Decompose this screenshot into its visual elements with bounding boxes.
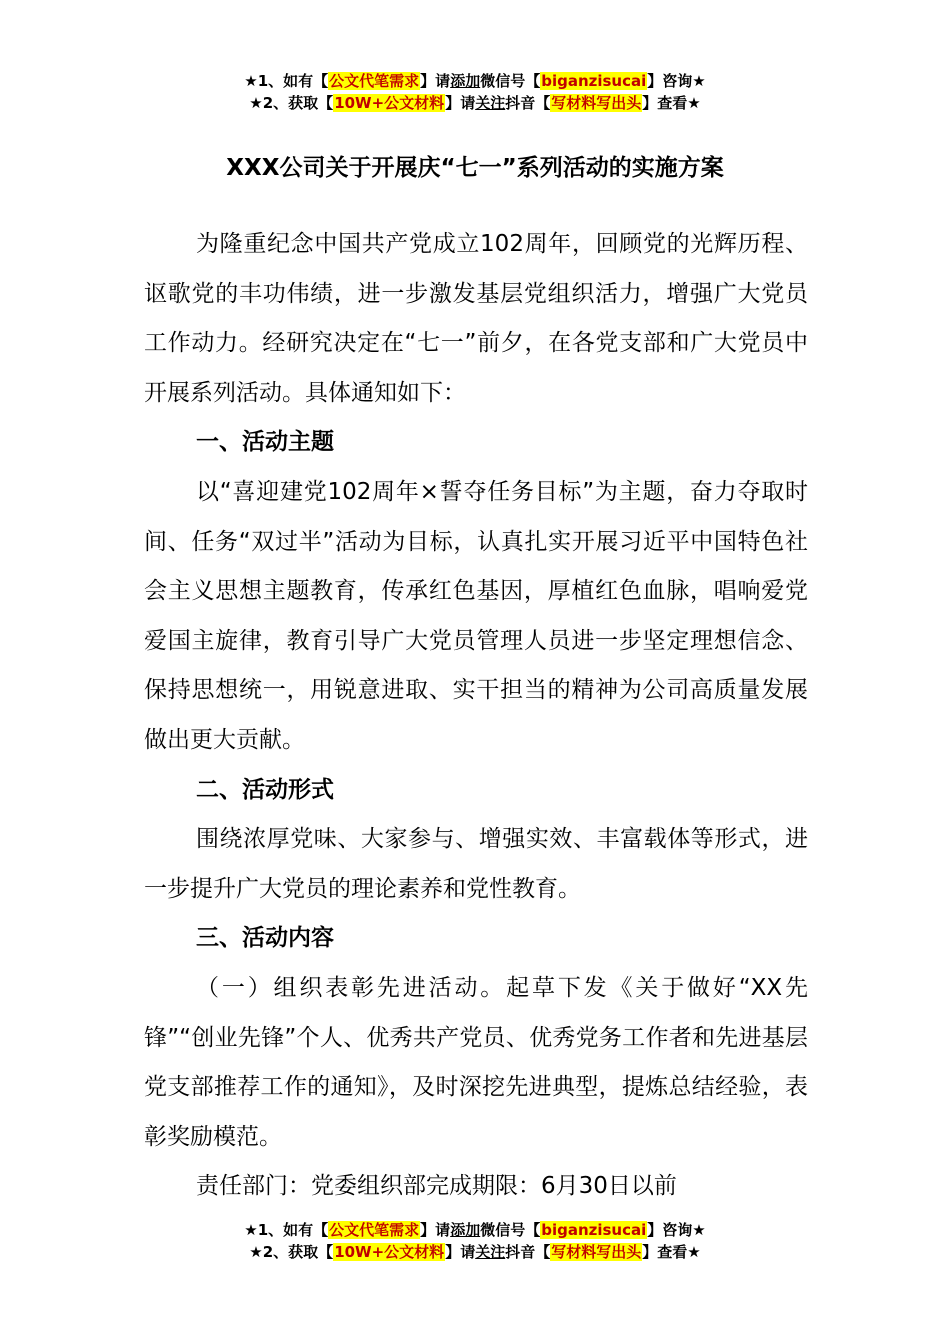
section-3-heading: 三、活动内容 — [196, 925, 334, 952]
promo-text: 微信号【 — [480, 72, 541, 90]
section-2-heading: 二、活动形式 — [196, 776, 334, 803]
promo-highlight: 10W+公文材料 — [334, 94, 445, 112]
promo-underlined: 关注 — [475, 1243, 506, 1261]
top-promo-banner — [0, 70, 950, 114]
promo-text: ★1、如有【 — [244, 1221, 329, 1239]
promo-text: ★1、如有【 — [244, 72, 329, 90]
promo-text: 微信号【 — [480, 1221, 541, 1239]
document-title: XXX公司关于开展庆“七一”系列活动的实施方案 — [226, 155, 724, 181]
promo-text: ★2、获取【 — [249, 1243, 334, 1261]
promo-text: 】查看★ — [642, 94, 701, 112]
section-3-item-1-responsibility: 责任部门：党委组织部完成期限：6月30日以前 — [196, 1173, 677, 1200]
promo-highlight: 公文代笔需求 — [329, 1221, 420, 1239]
document-body — [144, 220, 808, 1212]
section-1-paragraph: 以“喜迎建党102周年×誓夺任务目标”为主题，奋力夺取时间、任务“双过半”活动为目标，认真扎实开展习近平中国特色社会主义思想主题教育，传承红色基因，厚植红色血脉，唱响爱党爱国主旋律，教育引导广大党员管理人员进一步坚定理想信念、保持思想统一，用锐意进取、实干担当的精神为公司高质量发展做出更大贡献。 — [144, 478, 808, 753]
promo-text: 抖音【 — [505, 1243, 551, 1261]
promo-highlight: biganzisucai — [541, 72, 647, 90]
promo-highlight: 写材料写出头 — [551, 94, 642, 112]
promo-line-2 — [0, 92, 950, 114]
promo-underlined: 添加 — [450, 72, 481, 90]
section-3-item-1: （一）组织表彰先进活动。起草下发《关于做好“XX先锋”“创业先锋”个人、优秀共产党员、优秀党务工作者和先进基层党支部推荐工作的通知》，及时深挖先进典型，提炼总结经验，表彰奖励模范。 — [144, 974, 808, 1150]
promo-text: 】咨询★ — [647, 72, 706, 90]
promo-text: 】请 — [445, 1243, 476, 1261]
promo-text: 】请 — [445, 94, 476, 112]
promo-text: 】咨询★ — [647, 1221, 706, 1239]
promo-line-1 — [0, 70, 950, 92]
promo-text: 抖音【 — [505, 94, 551, 112]
intro-paragraph: 为隆重纪念中国共产党成立102周年，回顾党的光辉历程、讴歌党的丰功伟绩，进一步激发基层党组织活力，增强广大党员工作动力。经研究决定在“七一”前夕，在各党支部和广大党员中开展系列活动。具体通知如下： — [144, 231, 808, 406]
promo-line-2 — [0, 1241, 950, 1263]
section-2-paragraph: 围绕浓厚党味、大家参与、增强实效、丰富载体等形式，进一步提升广大党员的理论素养和党性教育。 — [144, 826, 808, 902]
promo-text: 】查看★ — [642, 1243, 701, 1261]
promo-text: 】请 — [420, 1221, 451, 1239]
section-1-heading: 一、活动主题 — [196, 429, 334, 456]
promo-highlight: biganzisucai — [541, 1221, 647, 1239]
promo-text: ★2、获取【 — [249, 94, 334, 112]
promo-line-1 — [0, 1219, 950, 1241]
promo-highlight: 10W+公文材料 — [334, 1243, 445, 1261]
promo-highlight: 公文代笔需求 — [329, 72, 420, 90]
promo-underlined: 关注 — [475, 94, 506, 112]
bottom-promo-banner — [0, 1219, 950, 1263]
promo-underlined: 添加 — [450, 1221, 481, 1239]
promo-highlight: 写材料写出头 — [551, 1243, 642, 1261]
promo-text: 】请 — [420, 72, 451, 90]
